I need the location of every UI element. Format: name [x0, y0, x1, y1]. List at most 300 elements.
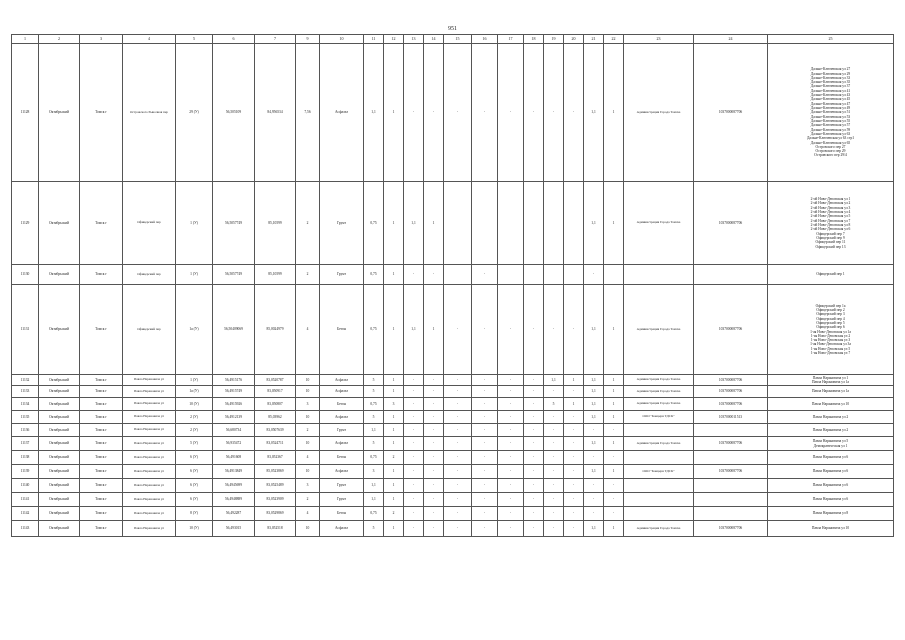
header-row	[12, 35, 894, 44]
table-cell: 11136	[12, 424, 39, 437]
table-cell: 2 (У)	[176, 411, 213, 424]
table-row	[12, 493, 894, 507]
table-cell	[694, 265, 768, 285]
table-cell: -	[498, 398, 524, 411]
table-cell: -	[444, 521, 472, 537]
table-cell: -	[498, 465, 524, 479]
table-cell: -	[544, 285, 564, 375]
table-cell: 11137	[12, 437, 39, 451]
table-cell: -	[472, 386, 498, 398]
table-cell: Павла Нарановича ул	[123, 479, 176, 493]
table-cell: 1	[384, 437, 404, 451]
table-cell: 1037000087706	[694, 398, 768, 411]
address-item: Дальне-Ключевская ул 55	[810, 118, 851, 123]
address-item: Дальне-Ключевская ул 53	[810, 114, 851, 119]
address-item: Островского пер 29	[815, 149, 846, 154]
table-cell: Павла Нарановича ул	[123, 493, 176, 507]
table-cell: 2	[296, 265, 320, 285]
table-cell: -	[404, 507, 424, 521]
table-cell: 5	[544, 398, 564, 411]
table-cell: -	[604, 424, 624, 437]
table-cell: -	[584, 479, 604, 493]
table-cell: 11134	[12, 398, 39, 411]
table-cell: -	[524, 398, 544, 411]
table-cell: 8 (У)	[176, 507, 213, 521]
table-cell: -	[472, 521, 498, 537]
table-cell: Администрация Города Томска	[624, 386, 694, 398]
table-cell: 29 (У)	[176, 44, 213, 182]
table-cell: 11132	[12, 375, 39, 386]
table-cell: 1,1	[584, 437, 604, 451]
table-cell: -	[424, 44, 444, 182]
table-cell: 10	[296, 411, 320, 424]
table-cell: 56,4945699	[213, 479, 255, 493]
table-cell: Октябрьский	[39, 386, 80, 398]
address-list-cell	[768, 44, 894, 182]
address-item: Офицерский пер 13	[815, 244, 846, 249]
table-cell: -	[564, 451, 584, 465]
table-cell: -	[472, 265, 498, 285]
table-cell: -	[424, 375, 444, 386]
table-cell: 56,4915926	[213, 398, 255, 411]
table-cell: 2	[296, 493, 320, 507]
table-cell: 1	[384, 375, 404, 386]
table-cell	[624, 451, 694, 465]
address-item: Павла Нарановича ул 6	[812, 455, 849, 460]
table-cell: -	[498, 493, 524, 507]
table-cell	[624, 493, 694, 507]
table-cell: -	[584, 507, 604, 521]
table-cell: 11141	[12, 493, 39, 507]
address-item: Офицерский пер 5	[816, 320, 845, 325]
column-number: 6	[213, 35, 255, 44]
table-cell: Октябрьский	[39, 465, 80, 479]
address-item: Дальне-Ключевская ул 63 стр1	[806, 136, 855, 141]
table-cell: 1	[384, 521, 404, 537]
table-cell: -	[524, 507, 544, 521]
address-item: Офицерский пер 4	[816, 316, 845, 321]
table-cell: 11135	[12, 411, 39, 424]
table-cell: 4	[296, 285, 320, 375]
table-cell: -	[424, 424, 444, 437]
column-number: 16	[472, 35, 498, 44]
table-cell: -	[444, 411, 472, 424]
table-cell: 0,75	[364, 507, 384, 521]
table-cell: -	[444, 398, 472, 411]
table-cell: 56,935472	[213, 437, 255, 451]
address-item: Павла Нарановича ул 1	[812, 375, 849, 380]
table-cell: Павла Нарановича ул	[123, 411, 176, 424]
table-cell: 1,1	[404, 182, 424, 265]
address-list-cell	[768, 411, 894, 424]
table-cell: Томск г	[80, 465, 123, 479]
table-cell: -	[498, 44, 524, 182]
table-cell: -	[584, 424, 604, 437]
table-cell: 1	[384, 182, 404, 265]
address-list-cell	[768, 424, 894, 437]
table-cell: 1037000011513	[694, 411, 768, 424]
address-item: Дальне-Ключевская ул 37	[810, 84, 851, 89]
table-cell: -	[424, 521, 444, 537]
table-cell: -	[524, 44, 544, 182]
table-cell: 83,0524711	[255, 437, 296, 451]
address-item: Офицерский пер 6	[816, 325, 845, 330]
column-number: 11	[364, 35, 384, 44]
column-number: 10	[320, 35, 364, 44]
table-cell: -	[564, 521, 584, 537]
table-cell: Томск г	[80, 398, 123, 411]
table-cell: 1,1	[364, 424, 384, 437]
address-item: 1-ая Ново-Деповская ул 2	[810, 333, 851, 338]
table-cell: -	[564, 44, 584, 182]
table-cell: Октябрьский	[39, 424, 80, 437]
table-cell: -	[564, 479, 584, 493]
table-cell: Томск г	[80, 424, 123, 437]
table-cell: 6 (У)	[176, 465, 213, 479]
table-cell: 1,1	[584, 398, 604, 411]
table-cell: Асфальт	[320, 375, 364, 386]
table-cell: 84,956534	[255, 44, 296, 182]
table-cell	[624, 507, 694, 521]
table-cell: 11131	[12, 285, 39, 375]
table-cell: 1а (У)	[176, 285, 213, 375]
table-cell	[544, 265, 564, 285]
table-cell: -	[524, 386, 544, 398]
table-cell: Томск г	[80, 411, 123, 424]
table-cell: -	[472, 479, 498, 493]
address-item: Офицерский пер 9	[816, 235, 845, 240]
table-cell: Павла Нарановича ул	[123, 451, 176, 465]
column-number: 4	[123, 35, 176, 44]
table-cell: 83,050917	[255, 386, 296, 398]
table-cell: -	[544, 437, 564, 451]
table-cell: -	[404, 386, 424, 398]
table-cell: 11143	[12, 521, 39, 537]
table-cell: 1	[384, 44, 404, 182]
table-cell: 6 (У)	[176, 493, 213, 507]
table-cell: -	[604, 507, 624, 521]
table-cell: -	[564, 285, 584, 375]
table-cell	[564, 182, 584, 265]
address-item: Офицерский пер 2	[816, 307, 845, 312]
table-cell: 0,75	[364, 285, 384, 375]
table-cell: -	[604, 479, 624, 493]
table-cell: -	[564, 424, 584, 437]
table-cell: Томск г	[80, 437, 123, 451]
table-cell: Администрация Города Томска	[624, 437, 694, 451]
table-cell: 1	[564, 375, 584, 386]
table-cell: 1037000087706	[694, 285, 768, 375]
table-cell: 0,75	[364, 398, 384, 411]
table-cell: 1037000087706	[694, 386, 768, 398]
table-cell: -	[524, 424, 544, 437]
table-cell	[564, 265, 584, 285]
address-item: Островского пер 27	[815, 144, 846, 149]
table-cell: -	[498, 285, 524, 375]
column-number: 5	[176, 35, 213, 44]
table-cell: Офицерский пер	[123, 285, 176, 375]
table-cell: -	[404, 437, 424, 451]
table-row	[12, 451, 894, 465]
table-cell: 85,10599	[255, 265, 296, 285]
address-item: Дальне-Ключевская ул 59	[810, 127, 851, 132]
table-row	[12, 479, 894, 493]
table-cell: -	[498, 521, 524, 537]
table-cell: Павла Нарановича ул	[123, 437, 176, 451]
table-cell: Томск г	[80, 507, 123, 521]
address-item: 2-ой Ново-Деповская ул 2	[810, 201, 851, 206]
address-item: Дальне-Ключевская ул 51	[810, 110, 851, 115]
table-cell: -	[444, 507, 472, 521]
table-cell: Томск г	[80, 451, 123, 465]
table-cell: -	[524, 375, 544, 386]
table-cell: 56,4915749	[213, 386, 255, 398]
table-cell: 10	[296, 437, 320, 451]
table-cell: 1,1	[364, 44, 384, 182]
table-cell: -	[424, 493, 444, 507]
table-cell: 56,5057749	[213, 182, 255, 265]
table-cell	[694, 479, 768, 493]
table-cell: 56,505109	[213, 44, 255, 182]
table-cell: 83,052367	[255, 451, 296, 465]
column-number: 21	[584, 35, 604, 44]
table-cell: Октябрьский	[39, 411, 80, 424]
table-cell: -	[498, 386, 524, 398]
table-cell: 1	[604, 398, 624, 411]
address-item: Демократическая ул 1	[813, 443, 848, 448]
table-cell: -	[472, 411, 498, 424]
table-cell: 5	[364, 521, 384, 537]
table-cell: -	[472, 451, 498, 465]
address-list-cell	[768, 285, 894, 375]
table-cell	[624, 424, 694, 437]
table-cell: -	[544, 44, 564, 182]
table-cell: 11129	[12, 182, 39, 265]
table-cell: Томск г	[80, 375, 123, 386]
table-cell: Грунт	[320, 424, 364, 437]
column-number: 19	[544, 35, 564, 44]
table-cell: 5	[364, 386, 384, 398]
table-cell: -	[472, 398, 498, 411]
table-cell: 56,4915176	[213, 375, 255, 386]
address-item: Дальне-Ключевская ул 63	[810, 131, 851, 136]
table-row	[12, 44, 894, 182]
table-cell: 11128	[12, 44, 39, 182]
table-cell: -	[404, 44, 424, 182]
table-cell: -	[404, 493, 424, 507]
table-cell: 1	[384, 285, 404, 375]
table-cell: Островского Рыночная пер	[123, 44, 176, 182]
table-cell: 11133	[12, 386, 39, 398]
table-cell: -	[424, 465, 444, 479]
table-row	[12, 398, 894, 411]
table-cell: -	[544, 451, 564, 465]
table-cell: -	[444, 493, 472, 507]
address-item: Павла Нарановича ул 1а	[811, 380, 850, 384]
table-cell: Асфальт	[320, 465, 364, 479]
page-number: 951	[448, 26, 457, 32]
table-cell: -	[544, 465, 564, 479]
table-cell: 0,75	[364, 182, 384, 265]
address-item: Павла Нарановича ул 5	[812, 439, 849, 444]
address-item: Дальне-Ключевская ул 33	[810, 75, 851, 80]
address-item: 1-ая Ново-Деповская ул 7	[810, 351, 851, 356]
table-cell: 1,1	[584, 44, 604, 182]
table-cell: Томск г	[80, 265, 123, 285]
table-cell: Октябрьский	[39, 285, 80, 375]
address-item: Павла Нарановича ул 10	[811, 401, 850, 406]
table-cell: 1	[604, 285, 624, 375]
table-cell: -	[524, 285, 544, 375]
table-cell: Павла Нарановича ул	[123, 386, 176, 398]
table-cell: 1	[424, 182, 444, 265]
table-cell: -	[472, 375, 498, 386]
table-cell: 1,1	[364, 493, 384, 507]
table-cell: 11142	[12, 507, 39, 521]
table-cell: 1	[604, 465, 624, 479]
table-cell: 1	[384, 493, 404, 507]
table-cell: Томск г	[80, 182, 123, 265]
table-cell	[444, 182, 472, 265]
table-cell: 1,1	[544, 375, 564, 386]
table-cell: -	[404, 411, 424, 424]
table-cell: 1	[564, 398, 584, 411]
table-row	[12, 182, 894, 265]
table-cell: Асфальт	[320, 437, 364, 451]
table-cell: Томск г	[80, 493, 123, 507]
table-cell: 2	[384, 507, 404, 521]
table-cell: 1,1	[584, 285, 604, 375]
address-item: 1-ая Ново-Деповская ул 3	[810, 338, 851, 343]
table-row	[12, 265, 894, 285]
table-cell: Октябрьский	[39, 493, 80, 507]
table-cell: -	[544, 479, 564, 493]
table-cell: -	[544, 411, 564, 424]
table-cell: 85,0523869	[255, 465, 296, 479]
table-cell: -	[424, 398, 444, 411]
address-item: 1-ая Ново-Деповская ул 3а	[810, 342, 851, 347]
table-cell: 3	[384, 398, 404, 411]
table-cell: Бетон	[320, 398, 364, 411]
table-cell: Офицерский пер	[123, 182, 176, 265]
table-cell: 56,492287	[213, 507, 255, 521]
table-cell: Октябрьский	[39, 507, 80, 521]
table-cell: -	[564, 411, 584, 424]
address-list-cell	[768, 479, 894, 493]
table-cell: -	[498, 507, 524, 521]
table-cell: Павла Нарановича ул	[123, 375, 176, 386]
address-item: 2-ой Ново-Деповская ул 3	[810, 205, 851, 210]
table-cell: Томск г	[80, 285, 123, 375]
table-cell: 3	[364, 465, 384, 479]
table-cell: Администрация Города Томска	[624, 398, 694, 411]
table-cell: -	[524, 493, 544, 507]
table-cell: -	[404, 398, 424, 411]
table-cell: 10 (У)	[176, 521, 213, 537]
table-cell: ООО "Концерн ТДСК"	[624, 411, 694, 424]
table-cell: 83,0529869	[255, 507, 296, 521]
table-cell: 1	[384, 411, 404, 424]
address-item: 1-ая Ново-Деповская ул 5	[810, 346, 851, 351]
column-number: 14	[424, 35, 444, 44]
table-cell: -	[604, 493, 624, 507]
table-cell: -	[472, 285, 498, 375]
table-cell: 56,4948889	[213, 493, 255, 507]
table-cell: -	[404, 465, 424, 479]
table-cell: -	[444, 375, 472, 386]
table-cell: 1	[604, 411, 624, 424]
table-cell: 1	[604, 386, 624, 398]
table-cell: 56,50409069	[213, 285, 255, 375]
table-cell: -	[584, 265, 604, 285]
table-cell: 1	[384, 424, 404, 437]
table-row	[12, 375, 894, 386]
table-cell: -	[564, 507, 584, 521]
address-item: 2-ой Ново-Деповская ул 4	[810, 210, 851, 215]
address-item: Дальне-Ключевская ул 57	[810, 123, 851, 128]
table-cell: 1 (У)	[176, 182, 213, 265]
table-cell	[498, 265, 524, 285]
address-list-cell	[768, 437, 894, 451]
column-number: 3	[80, 35, 123, 44]
address-item: Дальне-Ключевская ул 43	[810, 93, 851, 98]
table-cell: Администрация Города Томска	[624, 375, 694, 386]
table-cell: 6 (У)	[176, 479, 213, 493]
table-cell: Павла Нарановича ул	[123, 398, 176, 411]
address-item: 2-ой Ново-Деповская ул 7	[810, 218, 851, 223]
table-cell: -	[444, 285, 472, 375]
table-cell: 1	[604, 437, 624, 451]
table-cell: 2	[384, 451, 404, 465]
table-cell: 5 (У)	[176, 437, 213, 451]
table-cell: 1,1	[584, 375, 604, 386]
table-cell: Грунт	[320, 265, 364, 285]
table-cell: 11140	[12, 479, 39, 493]
table-cell	[604, 265, 624, 285]
table-cell: -	[424, 411, 444, 424]
column-number: 23	[624, 35, 694, 44]
table-cell: 83,0520787	[255, 375, 296, 386]
address-item: Дальне-Ключевская ул 65	[810, 140, 851, 145]
table-cell: Бетон	[320, 451, 364, 465]
table-cell: -	[444, 44, 472, 182]
table-cell: -	[524, 465, 544, 479]
table-cell	[694, 507, 768, 521]
table-cell: -	[472, 465, 498, 479]
table-cell: 83,050807	[255, 398, 296, 411]
table-cell: Октябрьский	[39, 375, 80, 386]
table-cell: Асфальт	[320, 386, 364, 398]
table-cell: 1	[604, 521, 624, 537]
address-item: Павла Нарановича ул 8	[812, 511, 849, 516]
table-cell: 83,0507639	[255, 424, 296, 437]
address-item: Дальне-Ключевская ул 27	[810, 67, 851, 72]
address-list-cell	[768, 375, 894, 386]
table-cell: -	[544, 424, 564, 437]
table-cell	[524, 182, 544, 265]
table-cell: -	[524, 479, 544, 493]
table-cell	[694, 424, 768, 437]
table-cell: 1037000087706	[694, 375, 768, 386]
table-cell: Томск г	[80, 44, 123, 182]
table-cell: 1,1	[584, 465, 604, 479]
table-cell: -	[544, 386, 564, 398]
table-cell: 11130	[12, 265, 39, 285]
table-cell: 10	[296, 386, 320, 398]
table-cell: -	[404, 265, 424, 285]
table-cell: 85,0024979	[255, 285, 296, 375]
column-number: 9	[296, 35, 320, 44]
